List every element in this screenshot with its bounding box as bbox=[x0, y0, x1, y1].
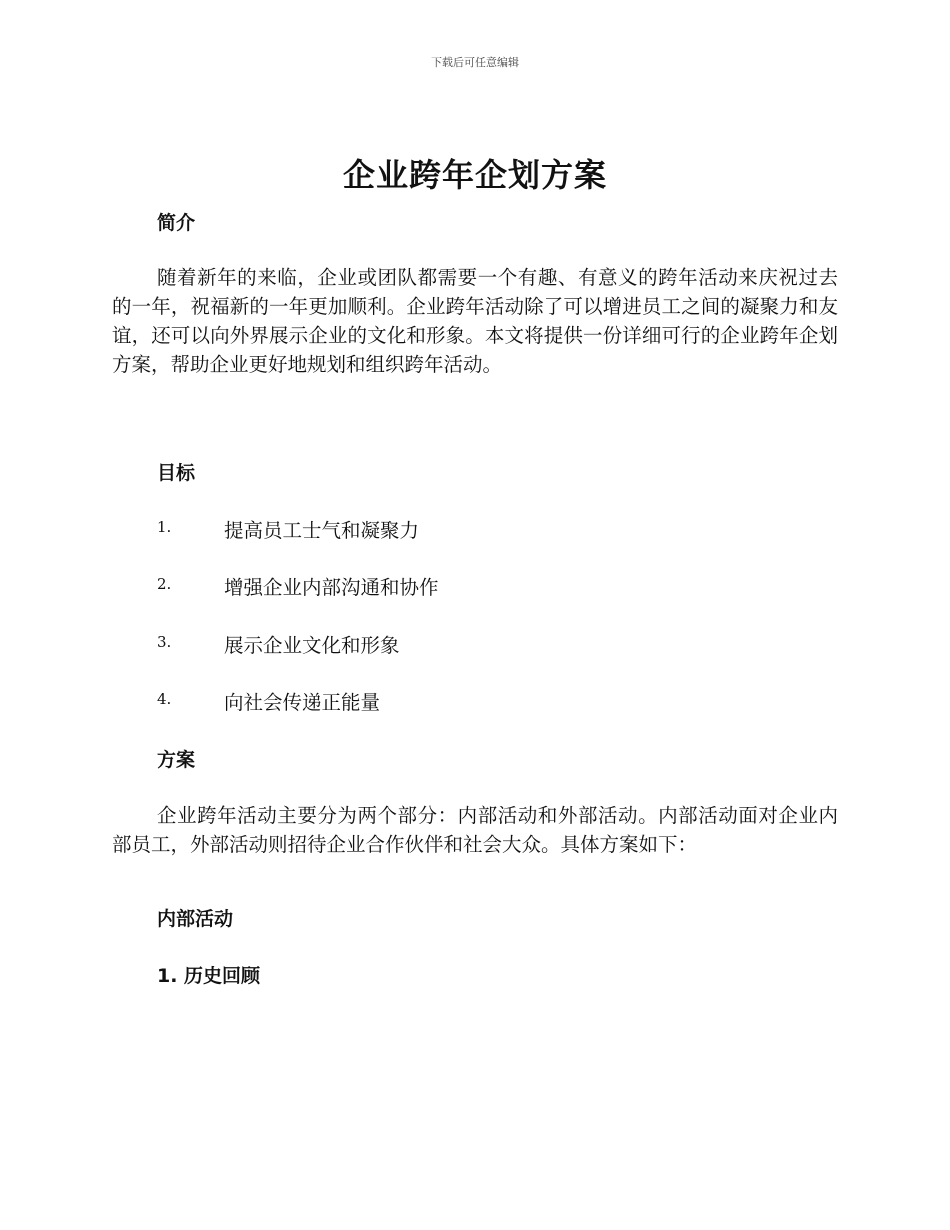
plan-paragraph: 企业跨年活动主要分为两个部分：内部活动和外部活动。内部活动面对企业内部员工，外部活动则招待企业合作伙伴和社会大众。具体方案如下： bbox=[112, 804, 838, 856]
goal-number: 1. bbox=[157, 518, 172, 536]
header-note: 下载后可任意编辑 bbox=[431, 56, 519, 69]
goal-list-item bbox=[157, 630, 757, 658]
document-title: 企业跨年企划方案 bbox=[342, 156, 607, 194]
section-heading-internal: 内部活动 bbox=[157, 908, 234, 930]
goal-number: 4. bbox=[157, 690, 172, 708]
goal-text: 向社会传递正能量 bbox=[224, 691, 381, 714]
section-heading-intro: 简介 bbox=[157, 212, 196, 234]
section-heading-plan: 方案 bbox=[157, 749, 196, 771]
section-heading-goals: 目标 bbox=[157, 462, 196, 484]
goal-number: 2. bbox=[157, 575, 172, 593]
goal-list-item bbox=[157, 515, 757, 543]
goal-text: 增强企业内部沟通和协作 bbox=[224, 576, 439, 599]
subsection-heading-history: 1. 历史回顾 bbox=[157, 965, 261, 987]
goal-number: 3. bbox=[157, 633, 172, 651]
goal-list-item bbox=[157, 572, 757, 600]
goal-text: 提高员工士气和凝聚力 bbox=[224, 519, 420, 542]
goal-text: 展示企业文化和形象 bbox=[224, 634, 400, 657]
intro-paragraph: 随着新年的来临，企业或团队都需要一个有趣、有意义的跨年活动来庆祝过去的一年，祝福新的一年更加顺利。企业跨年活动除了可以增进员工之间的凝聚力和友谊，还可以向外界展示企业的文化和形象。本文将提供一份详细可行的企业跨年企划方案，帮助企业更好地规划和组织跨年活动。 bbox=[112, 266, 838, 376]
goal-list-item bbox=[157, 687, 757, 715]
